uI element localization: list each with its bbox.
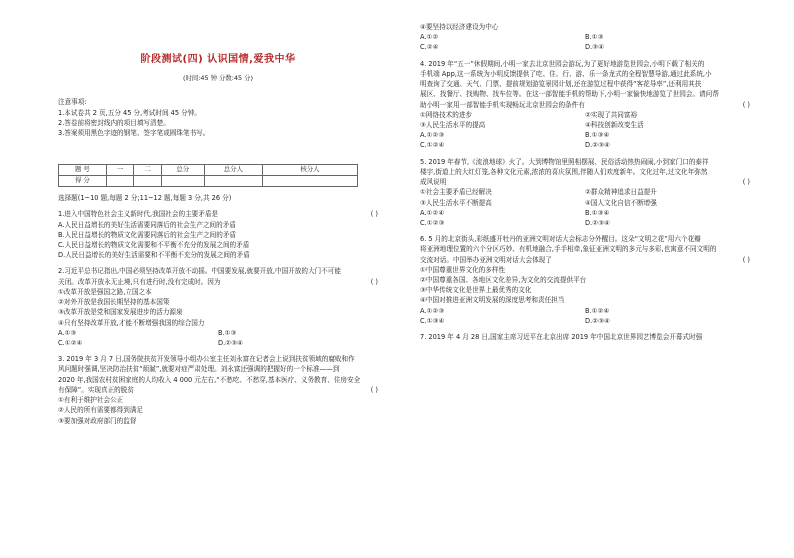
statement: ④只有坚持改革开放,才能不断增强我国的综合国力 <box>58 318 205 327</box>
statement: ②实现了共同富裕 <box>585 110 638 119</box>
question-stem: 2.习近平总书记指出,中国必须坚持改革开放不动摇。中国要发展,就要开放,中国开放的大门不可能 <box>58 267 341 276</box>
answer-paren: ( ) <box>370 210 378 219</box>
score-table-header-row <box>59 165 358 176</box>
score-cell <box>263 176 358 187</box>
choice: D.②③④ <box>585 316 610 325</box>
score-table <box>58 164 358 187</box>
question-stem: 关闭。改革开放永无止境,只有进行时,没有完成时。因为 <box>58 277 221 286</box>
question-stem: 1.进入中国特色社会主义新时代,我国社会的主要矛盾是 <box>58 210 219 219</box>
question-line: 手机端 App,这一系统为小明反馈提供了吃、住、行、游、乐一条龙式的全程智慧导游,通过此系统,小 <box>420 69 712 78</box>
score-cell <box>106 176 133 187</box>
statement: ③人民生活水平不断提高 <box>420 198 492 207</box>
choice: B.①③④ <box>585 208 610 217</box>
score-cell: 总分人 <box>204 165 262 176</box>
question-1 <box>58 209 378 260</box>
question-line: 6. 5 月的北京街头,彩纸盛开牡丹的亚洲文明对话大会标志分外醒目。这朵“文明之花”用六个花瓣 <box>420 235 701 244</box>
answer-paren: ( ) <box>742 100 750 109</box>
question-line: 助小明一家用一部智能手机实现畅玩北京世园会的条件有 <box>420 100 585 109</box>
choice: A.①②③ <box>420 306 445 315</box>
score-cell: 一 <box>106 165 133 176</box>
statement: ④国人文化自信不断增强 <box>585 198 657 207</box>
answer-paren: ( ) <box>370 385 378 394</box>
choice: D.②③④ <box>585 141 610 150</box>
score-cell <box>204 176 262 187</box>
option: A.人民日益增长的美好生活需要同落后的社会生产之间的矛盾 <box>58 220 236 229</box>
answer-paren: ( ) <box>742 178 750 187</box>
question-7 <box>420 332 750 342</box>
answer-paren: ( ) <box>370 277 378 286</box>
score-cell: 总分 <box>161 165 204 176</box>
question-5 <box>420 157 750 229</box>
answer-paren: ( ) <box>742 255 750 264</box>
choice: C.②④ <box>420 43 439 52</box>
question-line: 交流对话。中国举办亚洲文明对话大会体现了 <box>420 255 552 264</box>
choice: B.①③ <box>218 328 237 337</box>
choice: C.①③④ <box>420 316 445 325</box>
question-line: 明查询了交通、天气、门票、提前规划游览景园计划,还在游览过程中获得“客花导率”,还利用其扶 <box>420 80 702 89</box>
exam-subtitle: (时间:45 钟 分数:45 分) <box>183 73 253 82</box>
statement: ③改革开放是党和国家发展进步的活力源泉 <box>58 308 183 317</box>
question-line: 风问题时强调,坚决防治扶贫“烦腻”,就要对症严肃处理。刘永富还强调的把握好的一个标准——到 <box>58 365 340 374</box>
statement: ②群众精神追求日益提升 <box>585 188 657 197</box>
statement: ①中国尊重世界文化的多样性 <box>420 265 506 274</box>
statement: ②中国尊重各国、各地区文化差异,为文化的交流提供平台 <box>420 276 587 285</box>
statement: ③人民生活水平的提高 <box>420 120 486 129</box>
question-line: 7. 2019 年 4 月 28 日,国家主席习近平在北京出席 2019 年中国北京世界园艺博览会开幕式时强 <box>420 333 703 342</box>
score-cell: 题 号 <box>59 165 107 176</box>
choice: D.②③④ <box>218 338 243 347</box>
choice: C.①②④ <box>420 141 445 150</box>
note-line: 3.答案须用黑色字迹的钢笔、签字笔或圆珠笔书写。 <box>58 129 210 138</box>
question-line: 5. 2019 年春节,《流浪地球》火了。大到博物馆里照相摆展、民俗活动热热闹闹,小到家门口的泰祥 <box>420 157 709 166</box>
question-line: 成风说明 <box>420 178 447 187</box>
question-line: 3. 2019 年 3 月 7 日,国务院扶贫开发领导小组办公室主任刘永富在记者会上说到扶贫领域的腐败和作 <box>58 355 355 364</box>
note-line: 2.答卷前将密封线内的项目填写清楚。 <box>58 118 170 127</box>
section-heading: 选择题(1~10 题,每题 2 分;11~12 题,每题 3 分,共 26 分) <box>58 194 232 203</box>
note-line: 1.本试卷共 2 页,五分 45 分,考试时间 45 分钟。 <box>58 108 201 117</box>
choice: A.①②④ <box>420 208 445 217</box>
choice: B.①③④ <box>585 131 610 140</box>
exam-title: 阶段测试(四) 认识国情,爱我中华 <box>140 54 296 65</box>
question-4 <box>420 59 750 151</box>
statement: ①网络技术的进步 <box>420 110 473 119</box>
option: D.人民日益增长的美好生活需要和不平衡不充分的发展之间的矛盾 <box>58 251 250 260</box>
left-column <box>58 22 378 426</box>
question-line: 展区、找餐厅、找购物、找车位等。在这一部智能手机的帮助下,小明一家愉快地游览了世园会。请问帮 <box>420 90 719 99</box>
notes-block <box>58 97 378 138</box>
question-line: 有保障”。实现真正的脱贫 <box>58 385 134 394</box>
statement: ②对外开放是我国长期坚持的基本国策 <box>58 298 170 307</box>
statement: ③要加强对政府部门的监督 <box>58 416 137 425</box>
question-line: 2020 年,我国农村贫困家庭的人均收入 4 000 元左右,“不愁吃、不愁穿,基本医疗、义务教育、住房安全 <box>58 375 361 384</box>
score-cell: 得 分 <box>59 176 107 187</box>
score-cell <box>161 176 204 187</box>
choice: A.①③ <box>58 328 77 337</box>
statement: ①有利于维护社会公正 <box>58 396 124 405</box>
statement: ②人民的所有需要都得到满足 <box>58 406 144 415</box>
statement: ③中华传统文化是世界上最优秀的文化 <box>420 286 532 295</box>
choice: A.①②③ <box>420 131 445 140</box>
score-cell: 二 <box>134 165 161 176</box>
choice: B.①③ <box>585 33 604 42</box>
choice: C.①②④ <box>58 338 83 347</box>
statement: ④要坚持以经济建设为中心 <box>420 23 499 31</box>
right-column <box>420 22 750 342</box>
choice: D.③④ <box>585 43 604 52</box>
question-line: 将亚洲地理位置的六个分区巧妙、有机地融合,手手相牵,象征亚洲文明的多元与多彩,也寓意不同文明的 <box>420 245 717 254</box>
notes-heading: 注意事项: <box>58 98 87 107</box>
statement: ①社会主要矛盾已经解决 <box>420 188 492 197</box>
question-line: 楼宇,街道上的大红灯笼,各种文化元素,浓浓的喜庆氛围,伴随人们欢度新年。文化过年,过文化年弥然 <box>420 167 708 176</box>
option: C.人民日益增长的物质文化需要和不平衡不充分的发展之间的矛盾 <box>58 241 250 250</box>
statement: ④中国对推进亚洲文明发展的深度思考和责任担当 <box>420 296 565 305</box>
option: B.人民日益增长的物质文化需要同落后的社会生产之间的矛盾 <box>58 230 237 239</box>
score-cell: 核分人 <box>263 165 358 176</box>
question-6 <box>420 234 750 326</box>
choice: A.①② <box>420 33 439 42</box>
question-line: 4. 2019 年“五一”休假期间,小明一家去北京世园会游玩,为了更好地游览世园会,小明下载了相关的 <box>420 59 705 68</box>
question-3 <box>58 354 378 426</box>
choice: C.①②③ <box>420 218 445 227</box>
choice: D.②③④ <box>585 218 610 227</box>
score-table-score-row <box>59 176 358 187</box>
score-cell <box>134 176 161 187</box>
question-2 <box>58 266 378 348</box>
choice: B.①②④ <box>585 306 610 315</box>
statement: ①改革开放是强国之路,立国之本 <box>58 287 152 296</box>
statement: ④科技创新改变生活 <box>585 120 644 129</box>
